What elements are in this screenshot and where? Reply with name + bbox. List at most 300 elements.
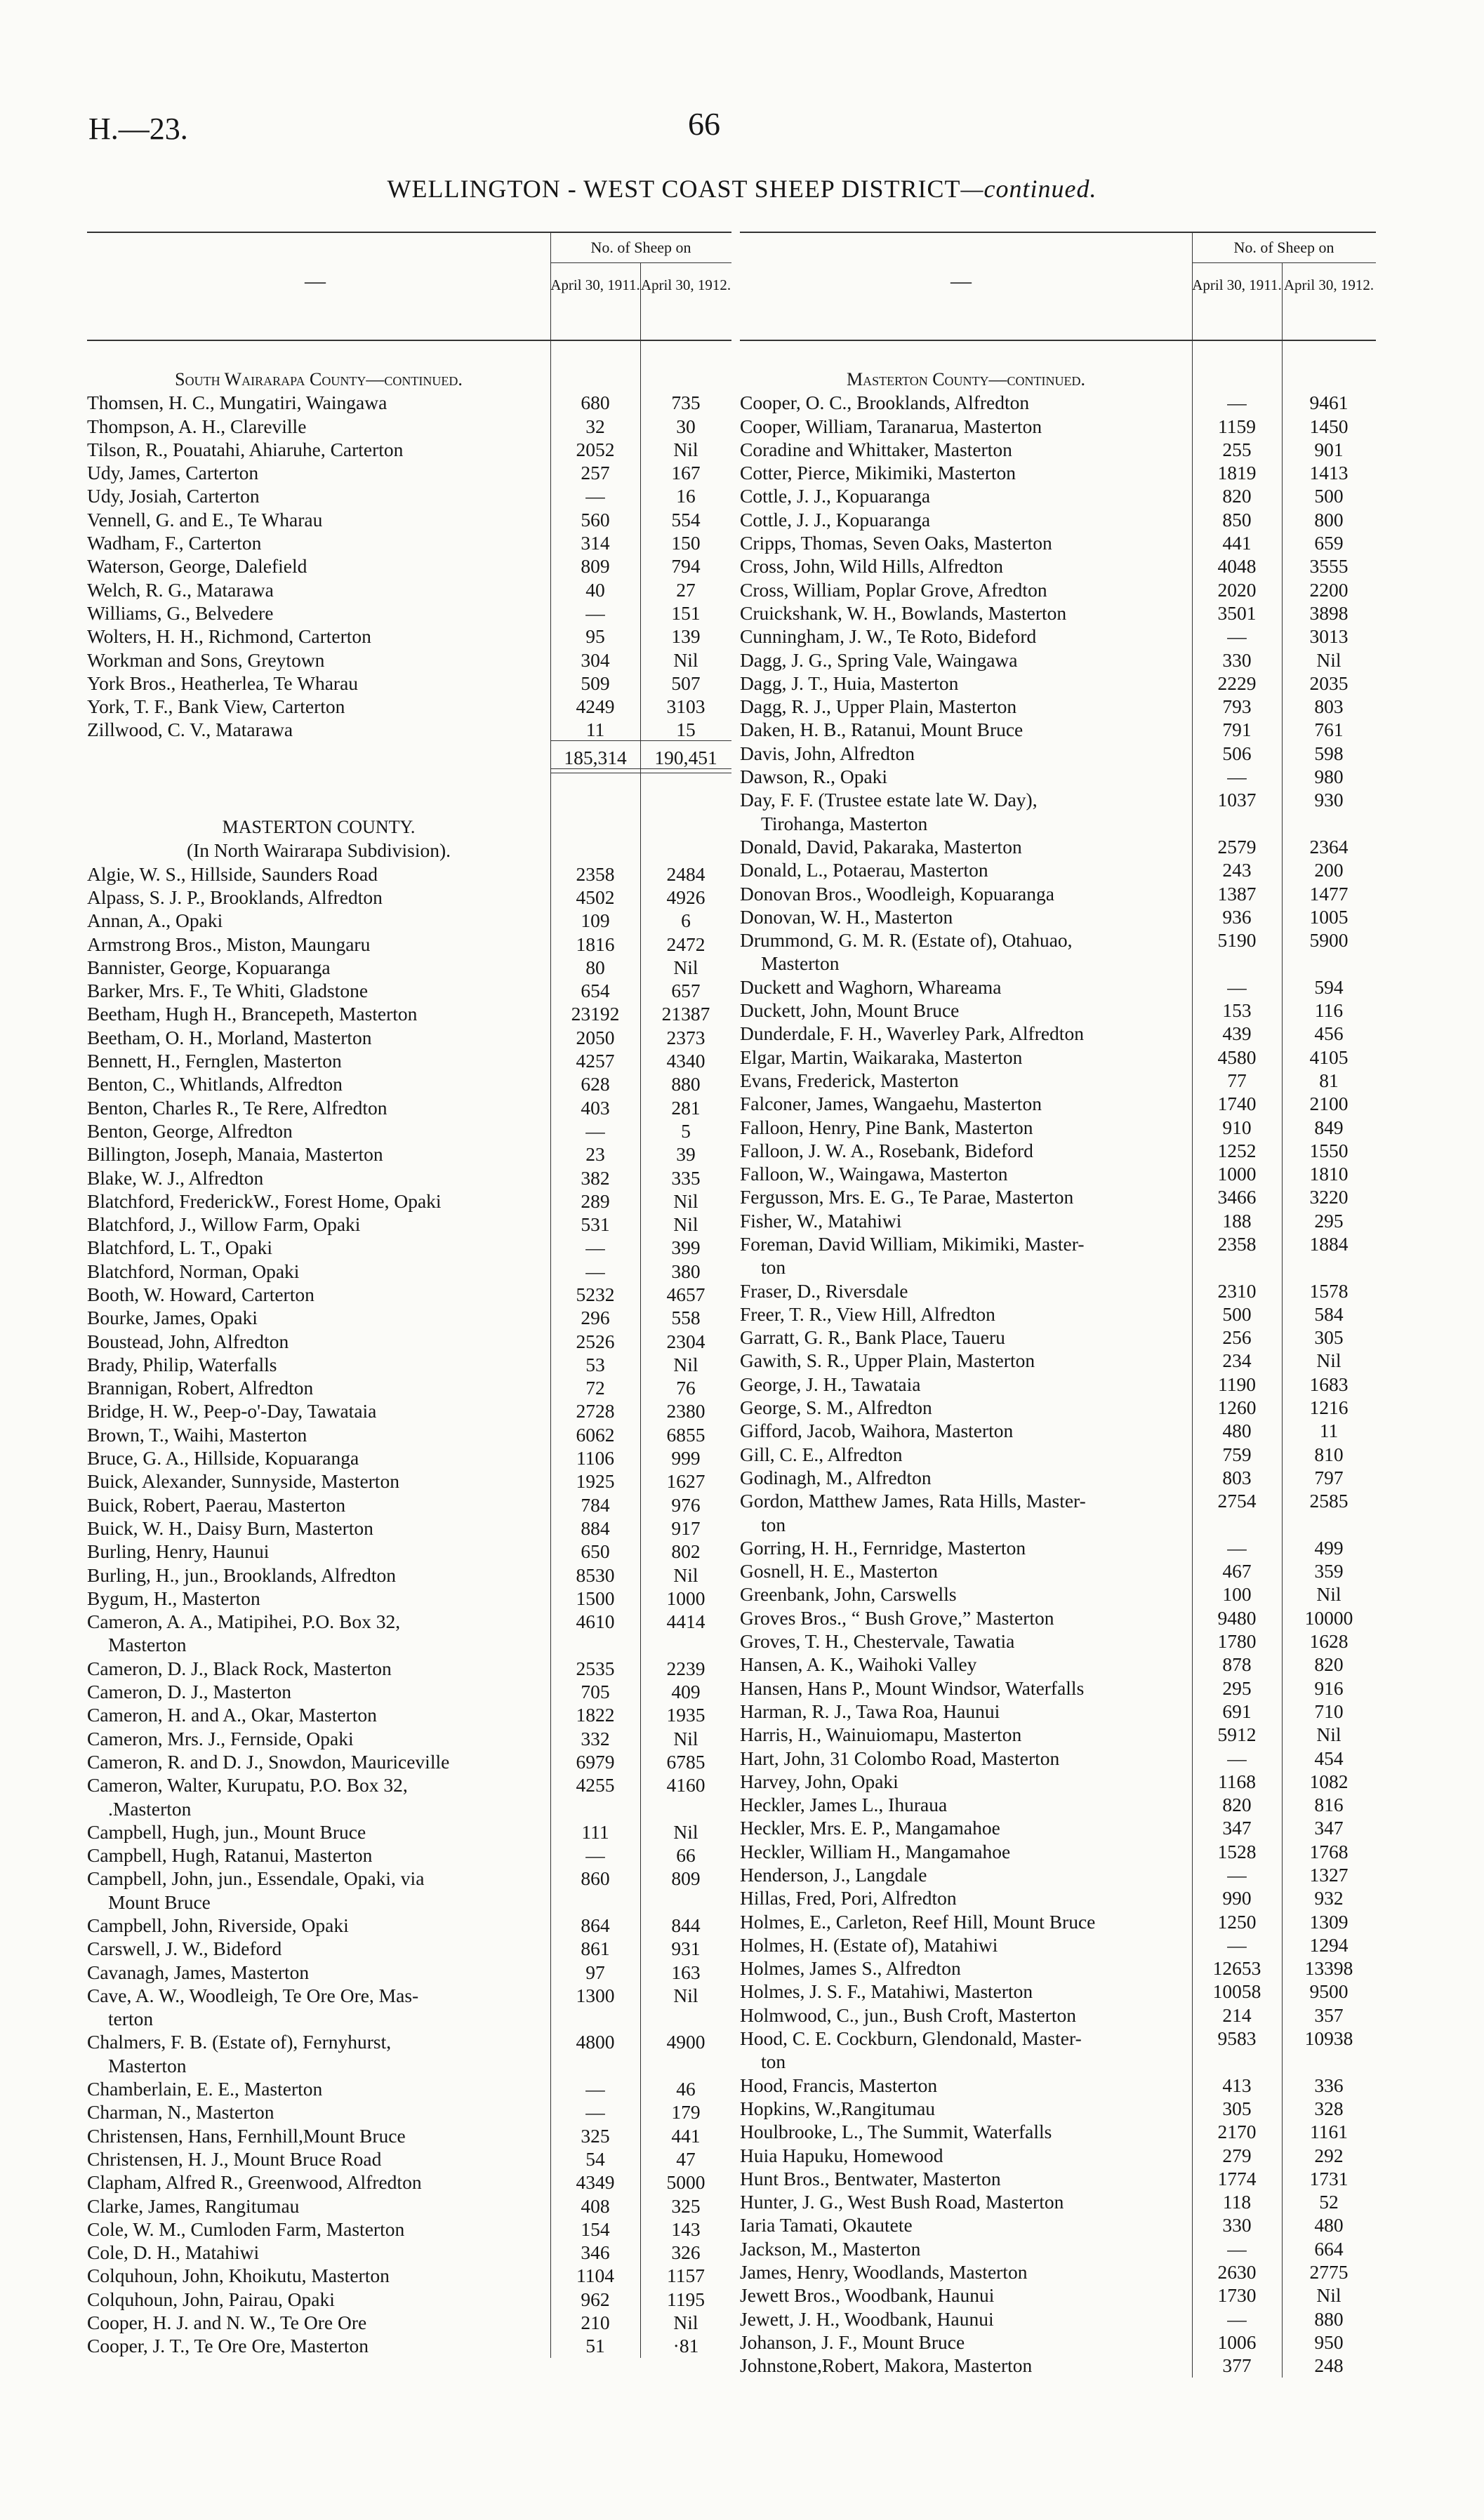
farmer-name-location: Welch, R. G., Matarawa xyxy=(87,578,274,601)
sheep-count-1912: 930 xyxy=(1314,789,1344,811)
sheep-count-1911 xyxy=(571,2007,661,2030)
sheep-count-1912: 1683 xyxy=(1309,1373,1349,1395)
left-table xyxy=(87,232,731,2358)
sheep-count-1912: 281 xyxy=(671,1096,701,1119)
sheep-count-1912: 116 xyxy=(1314,999,1344,1022)
table-row xyxy=(740,2307,1376,2331)
sheep-count-1911: 654 xyxy=(581,980,610,1002)
sheep-count-1912: 150 xyxy=(671,532,701,554)
sheep-count-1911: 2526 xyxy=(576,1330,615,1352)
sheep-count-1911: — xyxy=(1227,392,1247,414)
farmer-name-location: Colquhoun, John, Pairau, Opaki xyxy=(87,2288,335,2310)
table-row xyxy=(87,1587,731,1610)
farmer-name-location: Benton, C., Whitlands, Alfredton xyxy=(87,1073,343,1095)
sheep-count-1912: 81 xyxy=(1319,1069,1339,1091)
table-row xyxy=(740,1185,1376,1208)
sheep-count-1911: 1500 xyxy=(576,1587,615,1609)
sheep-count-1911: — xyxy=(1227,1536,1247,1559)
sheep-count-1912: 4926 xyxy=(666,886,705,908)
sheep-count-1912: 10000 xyxy=(1304,1606,1353,1629)
sheep-count-1912: Nil xyxy=(673,2312,698,2334)
sheep-count-1912: 3103 xyxy=(666,695,705,718)
table-row xyxy=(740,508,1376,531)
sheep-count-1912: 2472 xyxy=(666,933,705,955)
sheep-count-1911 xyxy=(571,1633,661,1656)
sheep-count-1912: 359 xyxy=(1314,1560,1344,1582)
sheep-count-1912 xyxy=(1303,1255,1397,1279)
farmer-name-location: Cave, A. W., Woodleigh, Te Ore Ore, Mas- xyxy=(87,1984,419,2006)
sheep-count-1912: 999 xyxy=(671,1447,701,1469)
sheep-count-1912: 1477 xyxy=(1309,882,1349,905)
sheep-count-1911: 803 xyxy=(1222,1466,1252,1488)
table-row xyxy=(87,2264,731,2287)
farmer-name-location: Boustead, John, Alfredton xyxy=(87,1330,289,1352)
sheep-count-1911: 4048 xyxy=(1217,555,1257,578)
farmer-name-location: ton xyxy=(761,1513,786,1535)
sheep-count-1912: 901 xyxy=(1314,438,1344,460)
sheep-count-1912: 454 xyxy=(1314,1747,1344,1769)
table-row xyxy=(740,391,1376,414)
sheep-count-1911: 11 xyxy=(585,719,605,741)
sheep-count-1911: — xyxy=(1227,2307,1247,2330)
farmer-name-location: Masterton xyxy=(108,1634,187,1656)
table-row xyxy=(740,2354,1376,2377)
sheep-count-1911: — xyxy=(585,485,605,507)
farmer-name-location: Day, F. F. (Trustee estate late W. Day), xyxy=(740,789,1038,811)
farmer-name-location: George, S. M., Alfredton xyxy=(740,1396,932,1419)
sheep-count-1911: 560 xyxy=(581,508,610,531)
sheep-count-1912: 932 xyxy=(1314,1887,1344,1909)
section-subheading-text: (In North Wairarapa Subdivision). xyxy=(186,839,451,862)
farmer-name-location: Houlbrooke, L., The Summit, Waterfalls xyxy=(740,2121,1052,2143)
sheep-count-1912: 584 xyxy=(1314,1302,1344,1325)
left-table-header xyxy=(87,232,731,341)
sheep-count-1912: 52 xyxy=(1319,2191,1339,2213)
farmer-name-location: Fisher, W., Matahiwi xyxy=(740,1209,902,1232)
table-row xyxy=(740,928,1376,952)
table-row xyxy=(740,2260,1376,2284)
table-row xyxy=(87,1260,731,1283)
sheep-count-1912: 325 xyxy=(671,2194,701,2217)
table-row xyxy=(740,1373,1376,1396)
farmer-name-location: Duckett and Waghorn, Whareama xyxy=(740,975,1002,998)
sheep-count-1911: 864 xyxy=(581,1914,610,1936)
farmer-name-location: Udy, James, Carterton xyxy=(87,462,259,484)
sheep-count-1911 xyxy=(571,2054,661,2077)
farmer-name-location: Holmes, James S., Alfredton xyxy=(740,1957,961,1980)
farmer-name-location: Thomsen, H. C., Mungatiri, Waingawa xyxy=(87,392,387,414)
table-row xyxy=(740,835,1376,858)
farmer-name-location: Holmes, E., Carleton, Reef Hill, Mount Bruce xyxy=(740,1910,1096,1933)
table-row xyxy=(87,508,731,531)
farmer-name-location: Gorring, H. H., Fernridge, Masterton xyxy=(740,1536,1026,1559)
table-row xyxy=(87,1727,731,1750)
sheep-count-1911: 791 xyxy=(1222,719,1252,741)
sheep-count-1911 xyxy=(1213,952,1303,975)
sheep-count-1912: 917 xyxy=(671,1516,701,1539)
farmer-name-location: Johanson, J. F., Mount Bruce xyxy=(740,2331,965,2353)
sheep-count-1911: 860 xyxy=(581,1867,610,1890)
sheep-count-1911: 1774 xyxy=(1217,2167,1257,2189)
page-number: 66 xyxy=(688,106,720,142)
table-row xyxy=(87,1096,731,1119)
farmer-name-location: .Masterton xyxy=(108,1797,192,1820)
farmer-name-location: Campbell, Hugh, Ratanui, Masterton xyxy=(87,1844,373,1867)
table-row-continuation xyxy=(87,1633,731,1656)
farmer-name-location: Campbell, John, jun., Essendale, Opaki, via xyxy=(87,1867,425,1890)
table-row xyxy=(740,2331,1376,2354)
sheep-count-1912: 3555 xyxy=(1309,555,1349,578)
table-row xyxy=(740,1419,1376,1442)
farmer-name-location: Garratt, G. R., Bank Place, Taueru xyxy=(740,1326,1005,1349)
sheep-count-1911: 6979 xyxy=(576,1750,615,1773)
sheep-count-1912: 710 xyxy=(1314,1700,1344,1722)
sheep-count-1911: — xyxy=(585,1119,605,1142)
sheep-count-1912: ·81 xyxy=(673,2335,699,2357)
table-row xyxy=(740,578,1376,601)
farmer-name-location: Campbell, Hugh, jun., Mount Bruce xyxy=(87,1820,366,1843)
table-row xyxy=(740,554,1376,578)
sheep-count-1912: 664 xyxy=(1314,2237,1344,2260)
sheep-count-1912: 13398 xyxy=(1304,1957,1353,1980)
sheep-count-1911: 506 xyxy=(1222,742,1252,764)
table-row xyxy=(740,858,1376,881)
section-heading xyxy=(87,815,731,839)
table-row xyxy=(87,1213,731,1236)
farmer-name-location: Hunter, J. G., West Bush Road, Masterton xyxy=(740,2191,1064,2213)
farmer-name-location: Cameron, A. A., Matipihei, P.O. Box 32, xyxy=(87,1611,401,1633)
sheep-count-1912: 659 xyxy=(1314,532,1344,554)
table-row xyxy=(87,415,731,438)
sheep-count-1911: 1740 xyxy=(1217,1093,1257,1115)
table-row xyxy=(740,1816,1376,1839)
sheep-count-1911: 500 xyxy=(1222,1302,1252,1325)
farmer-name-location: Barker, Mrs. F., Te Whiti, Gladstone xyxy=(87,980,369,1002)
sheep-count-1911: 680 xyxy=(581,392,610,414)
sheep-count-1912: 4105 xyxy=(1309,1046,1349,1068)
sheep-count-1911: 2358 xyxy=(576,862,615,885)
sheep-count-1911: 330 xyxy=(1222,2214,1252,2236)
farmer-name-location: Blatchford, L. T., Opaki xyxy=(87,1236,272,1259)
table-row xyxy=(87,672,731,695)
section-subheading xyxy=(87,839,731,862)
table-row xyxy=(87,1914,731,1937)
table-row xyxy=(740,672,1376,695)
sheep-count-1911: 314 xyxy=(581,532,610,554)
sheep-count-1912: 849 xyxy=(1314,1116,1344,1138)
table-row xyxy=(740,2190,1376,2213)
sheep-count-1912: 15 xyxy=(676,719,696,741)
section-heading-text: South Wairarapa County—continued. xyxy=(175,369,463,389)
sheep-count-1912: 1731 xyxy=(1309,2167,1349,2189)
table-row xyxy=(740,1747,1376,1770)
sheep-count-1912: 2100 xyxy=(1309,1093,1349,1115)
table-row xyxy=(87,2171,731,2194)
sheep-count-1912: 143 xyxy=(671,2218,701,2240)
sheep-count-1912: 10938 xyxy=(1304,2027,1353,2050)
farmer-name-location: Booth, W. Howard, Carterton xyxy=(87,1283,314,1305)
farmer-name-location: Gill, C. E., Alfredton xyxy=(740,1443,903,1465)
sheep-count-1911: 1250 xyxy=(1217,1910,1257,1933)
sheep-count-1912: 1216 xyxy=(1309,1396,1349,1419)
table-row xyxy=(740,1092,1376,1115)
farmer-name-location: Masterton xyxy=(761,952,840,975)
sheep-count-1911: 2050 xyxy=(576,1026,615,1048)
farmer-name-location: Johnstone,Robert, Makora, Masterton xyxy=(740,2354,1033,2377)
sheep-count-1911: 413 xyxy=(1222,2074,1252,2096)
sheep-count-1912: 880 xyxy=(671,1073,701,1095)
sheep-count-1911: 1159 xyxy=(1218,415,1256,437)
sheep-count-1911: 1822 xyxy=(576,1704,615,1726)
sheep-count-1912: 200 xyxy=(1314,859,1344,881)
farmer-name-location: Waterson, George, Dalefield xyxy=(87,555,307,578)
sheep-count-1912: 1578 xyxy=(1309,1279,1349,1302)
sheep-count-1912: 335 xyxy=(671,1166,701,1189)
sheep-count-1912: 1005 xyxy=(1309,905,1349,928)
farmer-name-location: Cameron, Mrs. J., Fernside, Opaki xyxy=(87,1727,354,1749)
sheep-count-1911: 784 xyxy=(581,1493,610,1516)
farmer-name-location: Wadham, F., Carterton xyxy=(87,532,262,554)
farmer-name-location: Cross, John, Wild Hills, Alfredton xyxy=(740,555,1003,578)
sheep-count-1912: 931 xyxy=(671,1938,701,1960)
farmer-name-location: Wolters, H. H., Richmond, Carterton xyxy=(87,625,371,648)
sheep-count-1912: 16 xyxy=(676,485,696,507)
sheep-count-1911: 820 xyxy=(1222,1794,1252,1816)
table-row xyxy=(87,2077,731,2100)
sheep-count-1912: 1000 xyxy=(666,1587,705,1609)
sheep-count-1912: Nil xyxy=(673,1189,698,1212)
farmer-name-location: York Bros., Heatherlea, Te Wharau xyxy=(87,672,359,694)
sheep-count-1911: 53 xyxy=(585,1353,605,1375)
farmer-name-location: Harris, H., Wainuiomapu, Masterton xyxy=(740,1724,1022,1746)
sheep-count-1911: — xyxy=(1227,1864,1247,1886)
sheep-count-1912: 326 xyxy=(671,2241,701,2264)
farmer-name-location: Brannigan, Robert, Alfredton xyxy=(87,1377,314,1399)
table-row xyxy=(87,1189,731,1213)
sheep-count-1911: 467 xyxy=(1222,1560,1252,1582)
table-row xyxy=(740,1793,1376,1816)
farmer-name-location: Huia Hapuku, Homewood xyxy=(740,2144,943,2166)
farmer-name-location: Dagg, J. G., Spring Vale, Waingawa xyxy=(740,648,1018,671)
table-row xyxy=(87,1423,731,1446)
table-row-continuation xyxy=(87,1891,731,1914)
sheep-count-1911: 382 xyxy=(581,1166,610,1189)
sheep-count-1912: 1157 xyxy=(667,2265,705,2287)
sheep-count-1912: 1450 xyxy=(1309,415,1349,437)
sheep-count-1912: 980 xyxy=(1314,766,1344,788)
page-title xyxy=(0,174,1484,204)
sheep-count-1912: 6855 xyxy=(666,1423,705,1446)
farmer-name-location: Hood, C. E. Cockburn, Glendonald, Master- xyxy=(740,2027,1082,2050)
table-row xyxy=(87,886,731,909)
farmer-name-location: Falconer, James, Wangaehu, Masterton xyxy=(740,1093,1042,1115)
sheep-count-1911: 441 xyxy=(1222,532,1252,554)
sheep-count-1912 xyxy=(661,1891,753,1914)
farmer-name-location: Campbell, John, Riverside, Opaki xyxy=(87,1914,349,1936)
sheep-count-1911: 861 xyxy=(581,1938,610,1960)
farmer-name-location: Dawson, R., Opaki xyxy=(740,766,888,788)
table-row xyxy=(740,1933,1376,1956)
total-1911: 185,314 xyxy=(564,746,627,768)
sheep-count-1911 xyxy=(1213,2050,1303,2073)
sheep-count-1912: 803 xyxy=(1314,695,1344,718)
sheep-count-1912: Nil xyxy=(1316,2284,1341,2307)
sheep-count-1912: 1550 xyxy=(1309,1139,1349,1161)
table-row xyxy=(740,1069,1376,1092)
table-row xyxy=(87,2030,731,2053)
farmer-name-location: Fraser, D., Riversdale xyxy=(740,1279,908,1302)
farmer-name-location: terton xyxy=(108,2008,154,2030)
farmer-name-location: Bennett, H., Fernglen, Masterton xyxy=(87,1050,342,1072)
sheep-count-1912: 295 xyxy=(1314,1209,1344,1232)
table-row xyxy=(740,1840,1376,1863)
farmer-name-location: Cottle, J. J., Kopuaranga xyxy=(740,508,931,531)
title-main: WELLINGTON - WEST COAST SHEEP DISTRICT xyxy=(387,175,961,203)
farmer-name-location: Hansen, A. K., Waihoki Valley xyxy=(740,1653,977,1676)
sheep-count-1911: 100 xyxy=(1222,1583,1252,1606)
sheep-count-1911: 1260 xyxy=(1217,1396,1257,1419)
table-row xyxy=(87,1703,731,1726)
sheep-count-1912: 9500 xyxy=(1309,1980,1349,2003)
farmer-name-location: Duckett, John, Mount Bruce xyxy=(740,999,960,1022)
sheep-count-1911: 1104 xyxy=(576,2265,614,2287)
farmer-name-location: Hansen, Hans P., Mount Windsor, Waterfalls xyxy=(740,1676,1085,1699)
sheep-count-header: No. of Sheep on xyxy=(590,239,691,256)
sheep-count-1911: 1006 xyxy=(1217,2331,1257,2353)
table-row xyxy=(740,1466,1376,1489)
total-1912: 190,451 xyxy=(654,746,717,768)
sheep-count-1911: 628 xyxy=(581,1073,610,1095)
sheep-count-1912: 66 xyxy=(676,1844,696,1867)
table-row xyxy=(87,1376,731,1399)
sheep-count-1912: 507 xyxy=(671,672,701,694)
sheep-count-1911: 347 xyxy=(1222,1817,1252,1839)
sheep-count-1911: — xyxy=(585,1844,605,1867)
table-row xyxy=(87,2218,731,2241)
sheep-count-1912: Nil xyxy=(1316,1349,1341,1372)
sheep-count-1912: 380 xyxy=(671,1260,701,1282)
table-row xyxy=(740,601,1376,625)
sheep-count-1911: 2310 xyxy=(1217,1279,1257,1302)
table-row xyxy=(87,1516,731,1540)
farmer-name-location: Armstrong Bros., Miston, Maungaru xyxy=(87,933,371,955)
farmer-name-location: Burling, H., jun., Brooklands, Alfredton xyxy=(87,1564,396,1586)
table-row xyxy=(87,1937,731,1960)
sheep-count-1911: 214 xyxy=(1222,2004,1252,2026)
sheep-count-1911: 4257 xyxy=(576,1050,615,1072)
column-1912: April 30, 1912. xyxy=(640,276,731,293)
table-row xyxy=(740,1022,1376,1045)
farmer-name-location: Cameron, D. J., Masterton xyxy=(87,1681,291,1703)
farmer-name-location: Beetham, O. H., Morland, Masterton xyxy=(87,1026,372,1048)
sheep-count-1912: 456 xyxy=(1314,1022,1344,1045)
farmer-name-location: Cotter, Pierce, Mikimiki, Masterton xyxy=(740,462,1016,484)
farmer-name-location: Bruce, G. A., Hillside, Kopuaranga xyxy=(87,1447,359,1469)
farmer-name-location: Cameron, H. and A., Okar, Masterton xyxy=(87,1704,377,1726)
table-row xyxy=(740,1559,1376,1582)
farmer-name-location: Vennell, G. and E., Te Wharau xyxy=(87,508,323,531)
sheep-count-1911: 1819 xyxy=(1217,462,1257,484)
farmer-name-location: Hopkins, W.,Rangitumau xyxy=(740,2097,936,2119)
table-row xyxy=(740,1349,1376,1372)
table-row xyxy=(740,1232,1376,1255)
sheep-count-1912: 880 xyxy=(1314,2307,1344,2330)
sheep-count-1911: 118 xyxy=(1222,2191,1252,2213)
sheep-count-1912: Nil xyxy=(673,1213,698,1236)
sheep-count-1911: 32 xyxy=(585,415,605,437)
sheep-count-1911: 332 xyxy=(581,1727,610,1749)
section-heading-text: MASTERTON COUNTY. xyxy=(222,817,416,838)
sheep-count-1912: 1082 xyxy=(1309,1770,1349,1792)
sheep-count-1912: 976 xyxy=(671,1493,701,1516)
sheep-count-1912: 409 xyxy=(671,1681,701,1703)
sheep-count-1912: 558 xyxy=(671,1307,701,1329)
sheep-count-1911: 3501 xyxy=(1217,601,1257,624)
sheep-count-1911: 54 xyxy=(585,2147,605,2170)
sheep-count-1912: 1627 xyxy=(666,1470,705,1493)
sheep-count-1911: 111 xyxy=(581,1820,609,1843)
table-row xyxy=(87,1236,731,1259)
table-row xyxy=(87,1540,731,1563)
farmer-name-location: Falloon, Henry, Pine Bank, Masterton xyxy=(740,1116,1033,1138)
table-row xyxy=(87,1353,731,1376)
sheep-count-1911: 234 xyxy=(1222,1349,1252,1372)
sheep-count-1911: 1252 xyxy=(1217,1139,1257,1161)
sheep-count-1911: — xyxy=(585,601,605,624)
table-row xyxy=(740,461,1376,484)
sheep-count-1911: 296 xyxy=(581,1307,610,1329)
sheep-count-1911: 509 xyxy=(581,672,610,694)
farmer-name-location: Daken, H. B., Ratanui, Mount Bruce xyxy=(740,719,1023,741)
sheep-count-1912: 797 xyxy=(1314,1466,1344,1488)
sheep-count-1911: 2754 xyxy=(1217,1490,1257,1512)
sheep-count-1911: 5912 xyxy=(1217,1724,1257,1746)
table-row xyxy=(740,718,1376,741)
sheep-count-1911: 295 xyxy=(1222,1676,1252,1699)
title-suffix: —continued. xyxy=(960,175,1097,203)
sheep-count-1911: 1816 xyxy=(576,933,615,955)
farmer-name-location: Groves Bros., “ Bush Grove,” Masterton xyxy=(740,1606,1054,1629)
table-row xyxy=(87,1493,731,1516)
sheep-count-1912: 4900 xyxy=(666,2031,705,2053)
sheep-count-1911: 325 xyxy=(581,2124,610,2147)
sheep-count-1912: Nil xyxy=(1316,648,1341,671)
farmer-name-location: Udy, Josiah, Carterton xyxy=(87,485,260,507)
table-row xyxy=(87,1750,731,1773)
sheep-count-1911: 531 xyxy=(581,1213,610,1236)
sheep-count-1911: 2535 xyxy=(576,1657,615,1679)
sheep-count-header: No. of Sheep on xyxy=(1233,239,1334,256)
sheep-count-1911: 2728 xyxy=(576,1400,615,1422)
table-row xyxy=(740,1443,1376,1466)
sheep-count-1911: — xyxy=(1227,975,1247,998)
farmer-name-location: Holmes, J. S. F., Matahiwi, Masterton xyxy=(740,1980,1033,2003)
sheep-count-1911: 10058 xyxy=(1212,1980,1261,2003)
sheep-count-1912: 328 xyxy=(1314,2097,1344,2119)
table-row xyxy=(740,531,1376,554)
sheep-count-1911: — xyxy=(585,2078,605,2100)
farmer-name-location: Coradine and Whittaker, Masterton xyxy=(740,438,1012,460)
farmer-name-location: Hood, Francis, Masterton xyxy=(740,2074,938,2096)
farmer-name-location: Thompson, A. H., Clareville xyxy=(87,415,307,437)
farmer-name-location: Buick, Alexander, Sunnyside, Masterton xyxy=(87,1470,399,1493)
table-row xyxy=(740,1653,1376,1676)
sheep-count-1911: 793 xyxy=(1222,695,1252,718)
farmer-name-location: ton xyxy=(761,1256,786,1279)
sheep-count-1912: 292 xyxy=(1314,2144,1344,2166)
sheep-count-1912: Nil xyxy=(673,648,698,671)
sheep-count-1911: 2358 xyxy=(1217,1232,1257,1255)
